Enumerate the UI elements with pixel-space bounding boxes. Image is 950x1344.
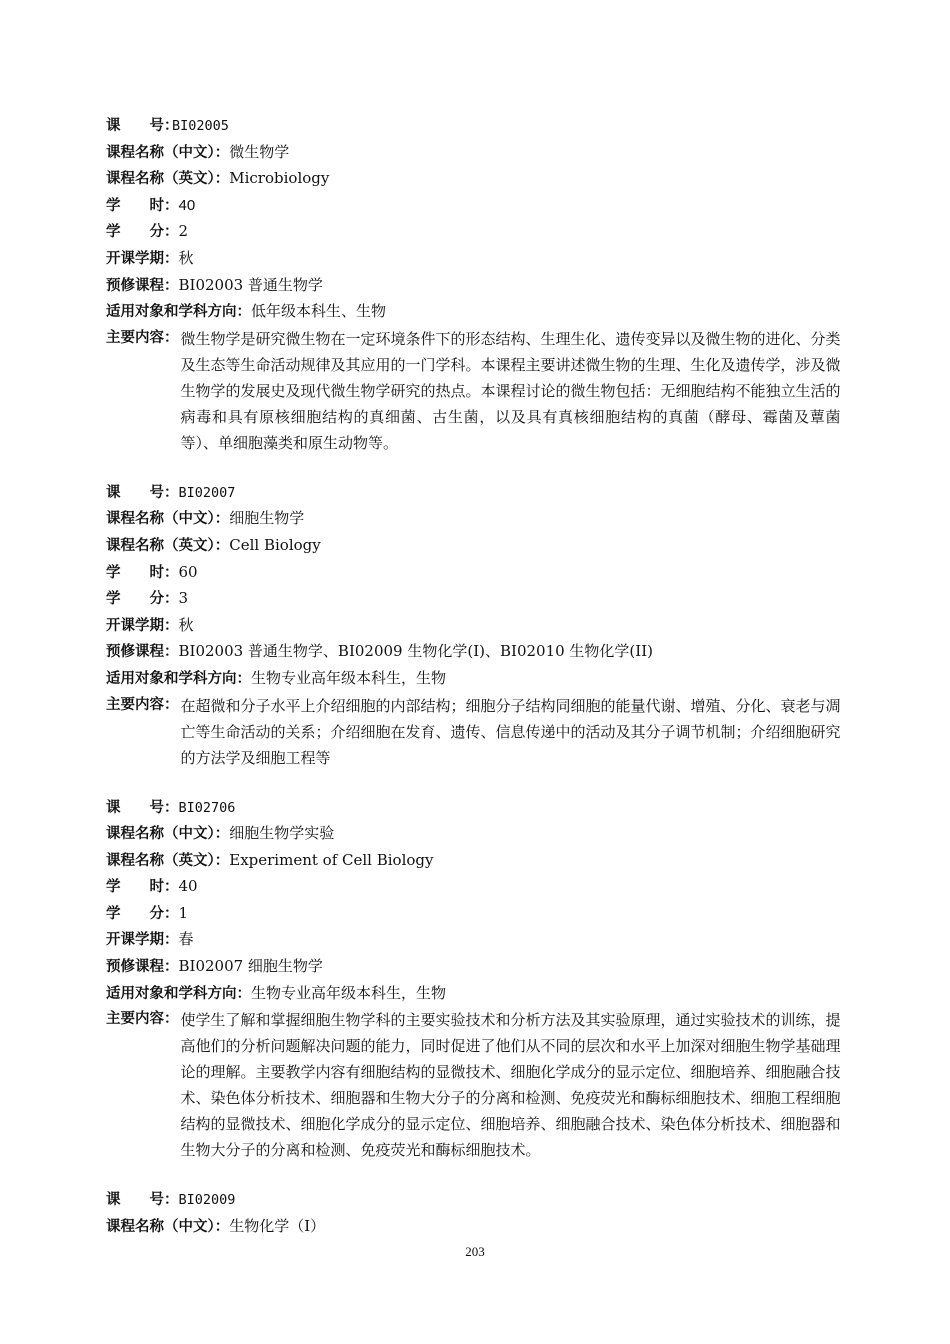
course-name-en: Experiment of Cell Biology xyxy=(229,850,434,869)
code-label-part1: 课 xyxy=(106,799,121,816)
course-name-cn-row xyxy=(106,140,854,167)
course-name-cn-row xyxy=(106,821,854,848)
course-credits-row xyxy=(106,586,854,613)
code-label-part2: 号： xyxy=(149,484,179,501)
section-gap xyxy=(106,771,854,795)
course-entry xyxy=(106,1187,854,1240)
course-name-cn-row xyxy=(106,506,854,533)
name-en-label: 课程名称（英文）： xyxy=(106,171,230,188)
prereq-label: 预修课程： xyxy=(106,959,179,976)
name-cn-label: 课程名称（中文）： xyxy=(106,144,230,161)
credits-label-part2: 分： xyxy=(149,591,179,608)
course-hours-row xyxy=(106,193,854,220)
prereq-label: 预修课程： xyxy=(106,644,179,661)
content-label: 主要内容： xyxy=(106,329,179,346)
audience-label: 适用对象和学科方向： xyxy=(106,304,251,321)
course-content-row xyxy=(106,1007,854,1163)
name-cn-label: 课程名称（中文）： xyxy=(106,826,230,843)
course-list xyxy=(106,113,854,1240)
course-name-en-row xyxy=(106,848,854,875)
course-code: BI02005 xyxy=(172,118,229,134)
course-name-en-row xyxy=(106,166,854,193)
course-code: BI02706 xyxy=(178,799,236,816)
course-prereq-row xyxy=(106,639,854,666)
course-credits: 3 xyxy=(178,589,189,608)
credits-label-part1: 学 xyxy=(106,905,121,922)
course-hours-row xyxy=(106,874,854,901)
course-code: BI02007 xyxy=(178,484,236,501)
course-audience: 低年级本科生、生物 xyxy=(251,302,387,321)
course-hours-row xyxy=(106,560,854,587)
course-term-row xyxy=(106,927,854,954)
course-name-cn: 生物化学（I） xyxy=(229,1216,326,1235)
course-entry xyxy=(106,795,854,1164)
content-label: 主要内容： xyxy=(106,696,179,713)
course-prereq-row xyxy=(106,273,854,300)
course-name-cn: 细胞生物学 xyxy=(229,509,305,528)
course-code-row xyxy=(106,795,854,822)
section-gap xyxy=(106,1163,854,1187)
audience-label: 适用对象和学科方向： xyxy=(106,670,251,687)
hours-label-part2: 时： xyxy=(149,564,179,581)
course-term-row xyxy=(106,613,854,640)
course-term: 秋 xyxy=(178,615,194,634)
course-code-row xyxy=(106,113,854,140)
course-content-row xyxy=(106,326,854,456)
course-name-en: Cell Biology xyxy=(229,535,321,554)
course-entry xyxy=(106,113,854,456)
course-audience: 生物专业高年级本科生，生物 xyxy=(251,668,447,687)
course-prereq: BI02003 普通生物学、BI02009 生物化学(I)、BI02010 生物化学(II) xyxy=(178,642,653,661)
term-label: 开课学期： xyxy=(106,250,179,267)
code-label-part1: 课 xyxy=(106,484,121,501)
audience-label: 适用对象和学科方向： xyxy=(106,985,251,1002)
course-audience-row xyxy=(106,981,854,1008)
code-label-part2: 号： xyxy=(149,1192,179,1209)
name-en-label: 课程名称（英文）： xyxy=(106,537,230,554)
course-content: 微生物学是研究微生物在一定环境条件下的形态结构、生理生化、遗传变异以及微生物的进化、分类及生态等生命活动规律及其应用的一门学科。本课程主要讲述微生物的生理、生化及遗传学，涉及微生物学的发展史及现代微生物学研究的热点。本课程讨论的微生物包括：无细胞结构不能独立生活的病毒和具有原核细胞结构的真细菌、古生菌，以及具有真核细胞结构的真菌（酵母、霉菌及蕈菌等）、单细胞藻类和原生动物等。 xyxy=(180,329,841,452)
course-content: 在超微和分子水平上介绍细胞的内部结构；细胞分子结构同细胞的能量代谢、增殖、分化、衰老与凋亡等生命活动的关系；介绍细胞在发育、遗传、信息传递中的活动及其分子调节机制；介绍细胞研究的方法学及细胞工程等 xyxy=(180,696,841,767)
course-credits-row xyxy=(106,901,854,928)
code-label-part2: 号： xyxy=(149,118,179,134)
code-label-part1: 课 xyxy=(106,1192,121,1209)
course-hours: 40 xyxy=(178,196,196,214)
term-label: 开课学期： xyxy=(106,617,179,634)
code-label-part1: 课 xyxy=(106,118,121,134)
hours-label-part2: 时： xyxy=(149,197,179,214)
course-name-cn: 微生物学 xyxy=(229,142,290,161)
name-en-label: 课程名称（英文）： xyxy=(106,852,230,869)
hours-label-part2: 时： xyxy=(149,879,179,896)
course-name-cn: 细胞生物学实验 xyxy=(229,824,335,843)
course-content: 使学生了解和掌握细胞生物学科的主要实验技术和分析方法及其实验原理，通过实验技术的训练，提高他们的分析问题解决问题的能力，同时促进了他们从不同的层次和水平上加深对细胞生物学基础理论的理解。主要教学内容有细胞结构的显微技术、细胞化学成分的显示定位、细胞培养、细胞融合技术、染色体分析技术、细胞器和生物大分子的分离和检测、免疫荧光和酶标细胞技术、细胞工程细胞结构的显微技术、细胞化学成分的显示定位、细胞培养、细胞融合技术、染色体分析技术、细胞器和生物大分子的分离和检测、免疫荧光和酶标细胞技术。 xyxy=(180,1011,841,1160)
course-term: 秋 xyxy=(178,248,194,267)
course-audience: 生物专业高年级本科生，生物 xyxy=(251,983,447,1002)
course-prereq-row xyxy=(106,954,854,981)
hours-label-part1: 学 xyxy=(106,879,121,896)
section-gap xyxy=(106,456,854,480)
credits-label-part2: 分： xyxy=(149,224,179,241)
hours-label-part1: 学 xyxy=(106,197,121,214)
course-hours: 60 xyxy=(178,562,198,581)
course-name-en-row xyxy=(106,533,854,560)
course-name-cn-row xyxy=(106,1214,854,1241)
code-label-part2: 号： xyxy=(149,799,179,816)
course-credits: 1 xyxy=(178,903,189,922)
course-name-en: Microbiology xyxy=(229,169,330,188)
course-credits-row xyxy=(106,219,854,246)
term-label: 开课学期： xyxy=(106,932,179,949)
prereq-label: 预修课程： xyxy=(106,277,179,294)
course-content-row xyxy=(106,693,854,771)
course-audience-row xyxy=(106,299,854,326)
name-cn-label: 课程名称（中文）： xyxy=(106,511,230,528)
course-code-row xyxy=(106,1187,854,1214)
page-number: 203 xyxy=(465,1244,485,1259)
course-prereq: BI02007 细胞生物学 xyxy=(178,957,323,976)
course-term-row xyxy=(106,246,854,273)
course-audience-row xyxy=(106,666,854,693)
credits-label-part2: 分： xyxy=(149,905,179,922)
content-label: 主要内容： xyxy=(106,1011,179,1028)
name-cn-label: 课程名称（中文）： xyxy=(106,1218,230,1235)
credits-label-part1: 学 xyxy=(106,591,121,608)
course-entry xyxy=(106,480,854,771)
course-code: BI02009 xyxy=(178,1192,236,1209)
course-credits: 2 xyxy=(178,222,189,241)
course-code-row xyxy=(106,480,854,507)
course-term: 春 xyxy=(178,930,194,949)
credits-label-part1: 学 xyxy=(106,224,121,241)
hours-label-part1: 学 xyxy=(106,564,121,581)
course-hours: 40 xyxy=(178,877,198,896)
course-prereq: BI02003 普通生物学 xyxy=(178,275,323,294)
